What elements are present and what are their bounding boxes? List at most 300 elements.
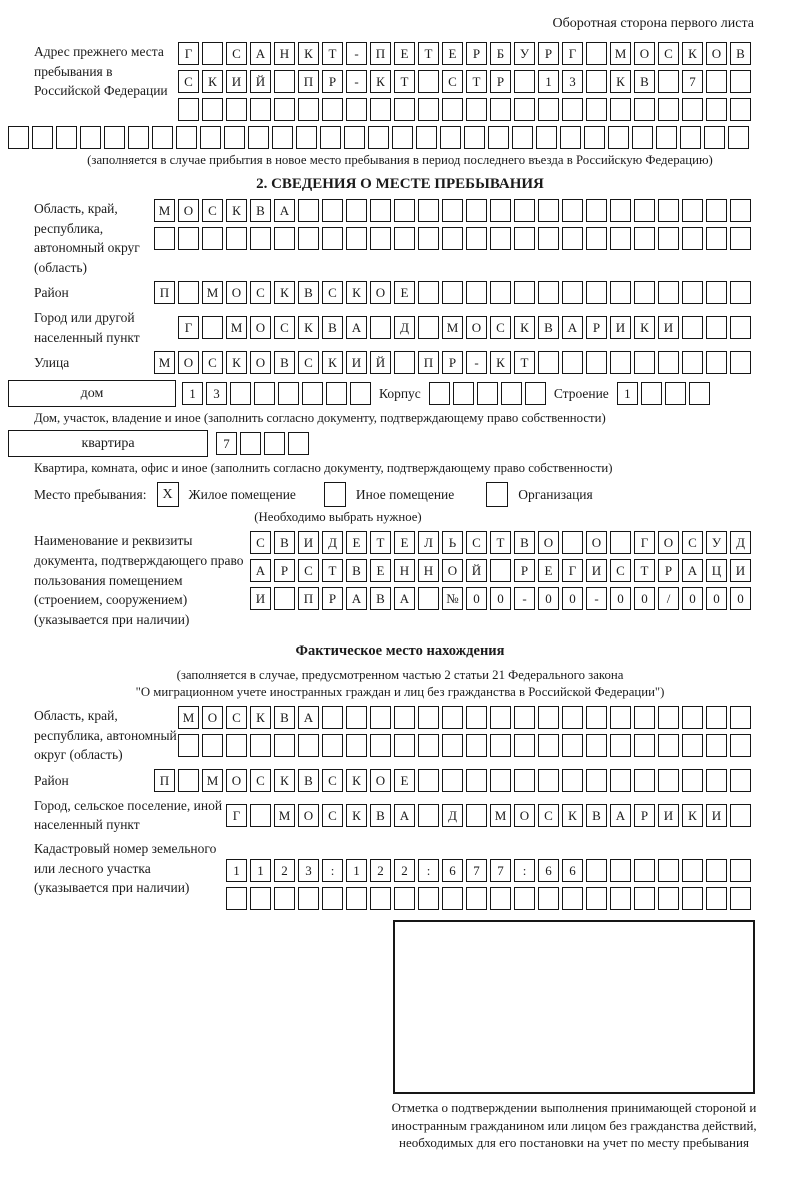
char-cell[interactable] bbox=[226, 887, 247, 910]
char-cell[interactable] bbox=[658, 734, 679, 757]
char-cell[interactable] bbox=[501, 382, 522, 405]
char-cell[interactable] bbox=[178, 734, 199, 757]
char-cell[interactable]: 0 bbox=[466, 587, 487, 610]
char-cell[interactable]: М bbox=[274, 804, 295, 827]
char-cell[interactable] bbox=[370, 98, 391, 121]
char-cell[interactable] bbox=[274, 587, 295, 610]
char-cell[interactable] bbox=[490, 281, 511, 304]
char-cell[interactable] bbox=[346, 734, 367, 757]
char-cell[interactable]: Й bbox=[466, 559, 487, 582]
char-cell[interactable] bbox=[490, 734, 511, 757]
char-cell[interactable]: Р bbox=[658, 559, 679, 582]
char-cell[interactable]: П bbox=[418, 351, 439, 374]
char-cell[interactable] bbox=[730, 859, 751, 882]
char-cell[interactable]: 0 bbox=[490, 587, 511, 610]
char-cell[interactable] bbox=[562, 887, 583, 910]
char-cell[interactable]: 0 bbox=[610, 587, 631, 610]
char-cell[interactable] bbox=[610, 98, 631, 121]
char-cell[interactable] bbox=[418, 316, 439, 339]
char-cell[interactable]: И bbox=[658, 316, 679, 339]
char-cell[interactable]: Д bbox=[730, 531, 751, 554]
char-cell[interactable] bbox=[178, 769, 199, 792]
char-cell[interactable] bbox=[442, 98, 463, 121]
char-cell[interactable] bbox=[272, 126, 293, 149]
char-cell[interactable] bbox=[706, 227, 727, 250]
char-cell[interactable] bbox=[682, 351, 703, 374]
char-cell[interactable] bbox=[346, 199, 367, 222]
char-cell[interactable] bbox=[682, 199, 703, 222]
char-cell[interactable]: Е bbox=[394, 42, 415, 65]
char-cell[interactable]: К bbox=[490, 351, 511, 374]
char-cell[interactable] bbox=[730, 804, 751, 827]
char-cell[interactable]: И bbox=[706, 804, 727, 827]
char-cell[interactable]: А bbox=[682, 559, 703, 582]
char-cell[interactable] bbox=[416, 126, 437, 149]
char-cell[interactable]: - bbox=[514, 587, 535, 610]
char-cell[interactable]: 0 bbox=[730, 587, 751, 610]
char-cell[interactable] bbox=[368, 126, 389, 149]
char-cell[interactable]: - bbox=[346, 42, 367, 65]
char-cell[interactable] bbox=[226, 227, 247, 250]
char-cell[interactable]: : bbox=[514, 859, 535, 882]
char-cell[interactable] bbox=[706, 734, 727, 757]
char-cell[interactable]: А bbox=[274, 199, 295, 222]
char-cell[interactable]: Й bbox=[370, 351, 391, 374]
char-cell[interactable]: С bbox=[682, 531, 703, 554]
char-cell[interactable]: П bbox=[298, 587, 319, 610]
char-cell[interactable] bbox=[514, 70, 535, 93]
char-cell[interactable]: С bbox=[202, 199, 223, 222]
char-cell[interactable]: Г bbox=[634, 531, 655, 554]
char-cell[interactable] bbox=[665, 382, 686, 405]
char-cell[interactable] bbox=[586, 887, 607, 910]
char-cell[interactable]: Д bbox=[442, 804, 463, 827]
char-cell[interactable]: А bbox=[346, 316, 367, 339]
char-cell[interactable] bbox=[538, 734, 559, 757]
char-cell[interactable] bbox=[586, 706, 607, 729]
char-cell[interactable]: А bbox=[394, 804, 415, 827]
char-cell[interactable] bbox=[250, 227, 271, 250]
char-cell[interactable] bbox=[610, 706, 631, 729]
char-cell[interactable] bbox=[418, 734, 439, 757]
char-cell[interactable] bbox=[562, 734, 583, 757]
char-cell[interactable] bbox=[634, 706, 655, 729]
char-cell[interactable] bbox=[442, 887, 463, 910]
char-cell[interactable]: В bbox=[298, 281, 319, 304]
char-cell[interactable]: 0 bbox=[634, 587, 655, 610]
char-cell[interactable] bbox=[322, 734, 343, 757]
char-cell[interactable]: 3 bbox=[298, 859, 319, 882]
char-cell[interactable]: С bbox=[442, 70, 463, 93]
char-cell[interactable] bbox=[682, 98, 703, 121]
char-cell[interactable] bbox=[56, 126, 77, 149]
char-cell[interactable] bbox=[32, 126, 53, 149]
char-cell[interactable]: 0 bbox=[538, 587, 559, 610]
char-cell[interactable] bbox=[632, 126, 653, 149]
char-cell[interactable]: Р bbox=[538, 42, 559, 65]
char-cell[interactable] bbox=[370, 316, 391, 339]
char-cell[interactable] bbox=[442, 769, 463, 792]
char-cell[interactable] bbox=[586, 227, 607, 250]
char-cell[interactable] bbox=[658, 769, 679, 792]
char-cell[interactable] bbox=[562, 227, 583, 250]
char-cell[interactable] bbox=[706, 316, 727, 339]
char-cell[interactable] bbox=[466, 804, 487, 827]
char-cell[interactable] bbox=[634, 887, 655, 910]
char-cell[interactable] bbox=[254, 382, 275, 405]
char-cell[interactable]: Ь bbox=[442, 531, 463, 554]
char-cell[interactable] bbox=[250, 734, 271, 757]
char-cell[interactable] bbox=[264, 432, 285, 455]
char-cell[interactable] bbox=[706, 98, 727, 121]
char-cell[interactable] bbox=[682, 734, 703, 757]
char-cell[interactable]: А bbox=[250, 42, 271, 65]
char-cell[interactable]: В bbox=[346, 559, 367, 582]
char-cell[interactable] bbox=[200, 126, 221, 149]
char-cell[interactable]: В bbox=[274, 706, 295, 729]
char-cell[interactable] bbox=[514, 769, 535, 792]
char-cell[interactable]: 1 bbox=[250, 859, 271, 882]
char-cell[interactable] bbox=[418, 199, 439, 222]
char-cell[interactable]: Р bbox=[586, 316, 607, 339]
char-cell[interactable]: К bbox=[298, 316, 319, 339]
char-cell[interactable] bbox=[346, 887, 367, 910]
char-cell[interactable] bbox=[288, 432, 309, 455]
char-cell[interactable]: М bbox=[442, 316, 463, 339]
char-cell[interactable] bbox=[240, 432, 261, 455]
char-cell[interactable]: 1 bbox=[346, 859, 367, 882]
char-cell[interactable] bbox=[514, 98, 535, 121]
char-cell[interactable] bbox=[394, 351, 415, 374]
char-cell[interactable]: С bbox=[298, 559, 319, 582]
char-cell[interactable]: С bbox=[322, 281, 343, 304]
char-cell[interactable] bbox=[634, 281, 655, 304]
char-cell[interactable] bbox=[538, 769, 559, 792]
char-cell[interactable]: К bbox=[370, 70, 391, 93]
char-cell[interactable] bbox=[466, 706, 487, 729]
char-cell[interactable]: 7 bbox=[682, 70, 703, 93]
char-cell[interactable] bbox=[538, 351, 559, 374]
char-cell[interactable] bbox=[586, 98, 607, 121]
char-cell[interactable] bbox=[442, 706, 463, 729]
char-cell[interactable] bbox=[440, 126, 461, 149]
char-cell[interactable]: М bbox=[154, 351, 175, 374]
char-cell[interactable] bbox=[641, 382, 662, 405]
char-cell[interactable]: - bbox=[466, 351, 487, 374]
char-cell[interactable] bbox=[682, 887, 703, 910]
char-cell[interactable] bbox=[370, 734, 391, 757]
char-cell[interactable] bbox=[202, 227, 223, 250]
char-cell[interactable]: О bbox=[538, 531, 559, 554]
char-cell[interactable]: П bbox=[298, 70, 319, 93]
char-cell[interactable] bbox=[394, 98, 415, 121]
char-cell[interactable] bbox=[490, 98, 511, 121]
char-cell[interactable] bbox=[370, 887, 391, 910]
char-cell[interactable]: К bbox=[274, 769, 295, 792]
char-cell[interactable] bbox=[610, 859, 631, 882]
char-cell[interactable]: С bbox=[658, 42, 679, 65]
char-cell[interactable] bbox=[350, 382, 371, 405]
char-cell[interactable]: Е bbox=[442, 42, 463, 65]
char-cell[interactable]: М bbox=[226, 316, 247, 339]
char-cell[interactable]: К bbox=[226, 199, 247, 222]
char-cell[interactable]: К bbox=[346, 804, 367, 827]
char-cell[interactable]: - bbox=[586, 587, 607, 610]
char-cell[interactable]: О bbox=[178, 199, 199, 222]
char-cell[interactable]: С bbox=[490, 316, 511, 339]
char-cell[interactable] bbox=[322, 706, 343, 729]
char-cell[interactable]: : bbox=[322, 859, 343, 882]
char-cell[interactable]: 0 bbox=[682, 587, 703, 610]
char-cell[interactable] bbox=[230, 382, 251, 405]
char-cell[interactable] bbox=[658, 351, 679, 374]
char-cell[interactable] bbox=[706, 769, 727, 792]
char-cell[interactable] bbox=[584, 126, 605, 149]
char-cell[interactable] bbox=[466, 98, 487, 121]
char-cell[interactable] bbox=[706, 351, 727, 374]
char-cell[interactable]: Р bbox=[490, 70, 511, 93]
char-cell[interactable] bbox=[274, 98, 295, 121]
char-cell[interactable]: Г bbox=[178, 42, 199, 65]
char-cell[interactable]: С bbox=[250, 769, 271, 792]
char-cell[interactable]: - bbox=[346, 70, 367, 93]
char-cell[interactable]: С bbox=[538, 804, 559, 827]
char-cell[interactable]: М bbox=[178, 706, 199, 729]
char-cell[interactable]: 6 bbox=[538, 859, 559, 882]
char-cell[interactable] bbox=[250, 804, 271, 827]
char-cell[interactable]: Е bbox=[394, 769, 415, 792]
char-cell[interactable] bbox=[442, 227, 463, 250]
char-cell[interactable] bbox=[224, 126, 245, 149]
char-cell[interactable] bbox=[346, 706, 367, 729]
char-cell[interactable] bbox=[418, 887, 439, 910]
char-cell[interactable]: Е bbox=[346, 531, 367, 554]
char-cell[interactable]: Т bbox=[322, 42, 343, 65]
char-cell[interactable] bbox=[538, 199, 559, 222]
char-cell[interactable] bbox=[562, 351, 583, 374]
char-cell[interactable] bbox=[634, 98, 655, 121]
char-cell[interactable]: О bbox=[658, 531, 679, 554]
char-cell[interactable]: С bbox=[226, 706, 247, 729]
char-cell[interactable]: 1 bbox=[226, 859, 247, 882]
char-cell[interactable] bbox=[536, 126, 557, 149]
char-cell[interactable] bbox=[298, 98, 319, 121]
char-cell[interactable] bbox=[538, 98, 559, 121]
char-cell[interactable]: 2 bbox=[394, 859, 415, 882]
char-cell[interactable]: К bbox=[226, 351, 247, 374]
char-cell[interactable] bbox=[278, 382, 299, 405]
char-cell[interactable]: И bbox=[658, 804, 679, 827]
char-cell[interactable] bbox=[682, 706, 703, 729]
char-cell[interactable]: А bbox=[298, 706, 319, 729]
char-cell[interactable]: О bbox=[634, 42, 655, 65]
char-cell[interactable]: В bbox=[322, 316, 343, 339]
char-cell[interactable] bbox=[464, 126, 485, 149]
char-cell[interactable]: В bbox=[514, 531, 535, 554]
char-cell[interactable] bbox=[706, 859, 727, 882]
char-cell[interactable]: В bbox=[274, 351, 295, 374]
char-cell[interactable]: А bbox=[250, 559, 271, 582]
char-cell[interactable]: М bbox=[202, 281, 223, 304]
char-cell[interactable]: М bbox=[490, 804, 511, 827]
char-cell[interactable]: Т bbox=[418, 42, 439, 65]
char-cell[interactable]: Б bbox=[490, 42, 511, 65]
char-cell[interactable]: Н bbox=[274, 42, 295, 65]
char-cell[interactable] bbox=[658, 859, 679, 882]
char-cell[interactable]: И bbox=[250, 587, 271, 610]
char-cell[interactable] bbox=[730, 706, 751, 729]
char-cell[interactable] bbox=[586, 70, 607, 93]
char-cell[interactable] bbox=[178, 227, 199, 250]
char-cell[interactable] bbox=[394, 734, 415, 757]
char-cell[interactable]: Р bbox=[322, 70, 343, 93]
char-cell[interactable]: 2 bbox=[370, 859, 391, 882]
char-cell[interactable] bbox=[682, 281, 703, 304]
char-cell[interactable] bbox=[730, 199, 751, 222]
char-cell[interactable] bbox=[610, 734, 631, 757]
char-cell[interactable] bbox=[608, 126, 629, 149]
char-cell[interactable] bbox=[394, 706, 415, 729]
char-cell[interactable] bbox=[298, 227, 319, 250]
char-cell[interactable] bbox=[730, 734, 751, 757]
char-cell[interactable] bbox=[634, 734, 655, 757]
char-cell[interactable]: А bbox=[394, 587, 415, 610]
char-cell[interactable] bbox=[429, 382, 450, 405]
char-cell[interactable]: С bbox=[250, 281, 271, 304]
char-cell[interactable]: О bbox=[514, 804, 535, 827]
char-cell[interactable]: К bbox=[274, 281, 295, 304]
char-cell[interactable] bbox=[682, 769, 703, 792]
char-cell[interactable] bbox=[344, 126, 365, 149]
char-cell[interactable] bbox=[525, 382, 546, 405]
char-cell[interactable] bbox=[274, 227, 295, 250]
char-cell[interactable]: К bbox=[322, 351, 343, 374]
char-cell[interactable] bbox=[152, 126, 173, 149]
char-cell[interactable] bbox=[346, 227, 367, 250]
char-cell[interactable]: С bbox=[322, 769, 343, 792]
char-cell[interactable] bbox=[202, 316, 223, 339]
char-cell[interactable]: 3 bbox=[562, 70, 583, 93]
char-cell[interactable] bbox=[490, 887, 511, 910]
zhiloe-checkbox[interactable]: X bbox=[157, 482, 179, 507]
char-cell[interactable]: 1 bbox=[538, 70, 559, 93]
char-cell[interactable]: И bbox=[346, 351, 367, 374]
char-cell[interactable]: А bbox=[346, 587, 367, 610]
char-cell[interactable]: А bbox=[562, 316, 583, 339]
char-cell[interactable]: С bbox=[202, 351, 223, 374]
char-cell[interactable]: И bbox=[610, 316, 631, 339]
char-cell[interactable]: С bbox=[610, 559, 631, 582]
char-cell[interactable]: И bbox=[226, 70, 247, 93]
char-cell[interactable] bbox=[586, 351, 607, 374]
char-cell[interactable] bbox=[418, 706, 439, 729]
char-cell[interactable]: В bbox=[370, 804, 391, 827]
char-cell[interactable] bbox=[706, 281, 727, 304]
char-cell[interactable] bbox=[586, 281, 607, 304]
char-cell[interactable] bbox=[730, 98, 751, 121]
char-cell[interactable]: Н bbox=[394, 559, 415, 582]
char-cell[interactable]: Е bbox=[370, 559, 391, 582]
char-cell[interactable] bbox=[514, 281, 535, 304]
char-cell[interactable] bbox=[302, 382, 323, 405]
char-cell[interactable]: 1 bbox=[182, 382, 203, 405]
char-cell[interactable]: Н bbox=[418, 559, 439, 582]
char-cell[interactable] bbox=[704, 126, 725, 149]
char-cell[interactable]: Т bbox=[490, 531, 511, 554]
char-cell[interactable]: Е bbox=[538, 559, 559, 582]
char-cell[interactable] bbox=[610, 199, 631, 222]
char-cell[interactable]: Л bbox=[418, 531, 439, 554]
char-cell[interactable]: В bbox=[370, 587, 391, 610]
char-cell[interactable] bbox=[514, 199, 535, 222]
char-cell[interactable] bbox=[298, 199, 319, 222]
char-cell[interactable]: О bbox=[250, 351, 271, 374]
char-cell[interactable]: М bbox=[202, 769, 223, 792]
char-cell[interactable]: Е bbox=[394, 531, 415, 554]
char-cell[interactable] bbox=[634, 199, 655, 222]
char-cell[interactable]: В bbox=[298, 769, 319, 792]
char-cell[interactable] bbox=[442, 199, 463, 222]
char-cell[interactable]: К bbox=[202, 70, 223, 93]
char-cell[interactable] bbox=[418, 587, 439, 610]
char-cell[interactable] bbox=[394, 227, 415, 250]
char-cell[interactable] bbox=[490, 199, 511, 222]
char-cell[interactable]: К bbox=[346, 769, 367, 792]
char-cell[interactable]: О bbox=[178, 351, 199, 374]
char-cell[interactable] bbox=[477, 382, 498, 405]
char-cell[interactable] bbox=[202, 98, 223, 121]
char-cell[interactable] bbox=[706, 70, 727, 93]
char-cell[interactable]: К bbox=[682, 42, 703, 65]
char-cell[interactable] bbox=[226, 734, 247, 757]
char-cell[interactable]: Т bbox=[394, 70, 415, 93]
char-cell[interactable]: 2 bbox=[274, 859, 295, 882]
char-cell[interactable] bbox=[634, 227, 655, 250]
char-cell[interactable] bbox=[538, 281, 559, 304]
char-cell[interactable] bbox=[538, 706, 559, 729]
char-cell[interactable] bbox=[586, 859, 607, 882]
char-cell[interactable]: 0 bbox=[562, 587, 583, 610]
char-cell[interactable] bbox=[490, 769, 511, 792]
char-cell[interactable]: В bbox=[250, 199, 271, 222]
char-cell[interactable] bbox=[176, 126, 197, 149]
char-cell[interactable]: Р bbox=[466, 42, 487, 65]
char-cell[interactable] bbox=[538, 227, 559, 250]
char-cell[interactable]: Р bbox=[514, 559, 535, 582]
char-cell[interactable]: К bbox=[682, 804, 703, 827]
char-cell[interactable] bbox=[586, 199, 607, 222]
char-cell[interactable] bbox=[706, 199, 727, 222]
char-cell[interactable] bbox=[250, 98, 271, 121]
char-cell[interactable]: М bbox=[610, 42, 631, 65]
char-cell[interactable]: О bbox=[250, 316, 271, 339]
char-cell[interactable] bbox=[610, 227, 631, 250]
char-cell[interactable] bbox=[326, 382, 347, 405]
char-cell[interactable] bbox=[418, 70, 439, 93]
char-cell[interactable]: К bbox=[610, 70, 631, 93]
char-cell[interactable] bbox=[562, 98, 583, 121]
char-cell[interactable]: Д bbox=[394, 316, 415, 339]
char-cell[interactable] bbox=[466, 199, 487, 222]
char-cell[interactable]: С bbox=[226, 42, 247, 65]
char-cell[interactable]: Й bbox=[250, 70, 271, 93]
char-cell[interactable]: К bbox=[514, 316, 535, 339]
char-cell[interactable] bbox=[658, 887, 679, 910]
char-cell[interactable] bbox=[298, 734, 319, 757]
char-cell[interactable] bbox=[490, 559, 511, 582]
char-cell[interactable]: О bbox=[586, 531, 607, 554]
char-cell[interactable] bbox=[466, 769, 487, 792]
